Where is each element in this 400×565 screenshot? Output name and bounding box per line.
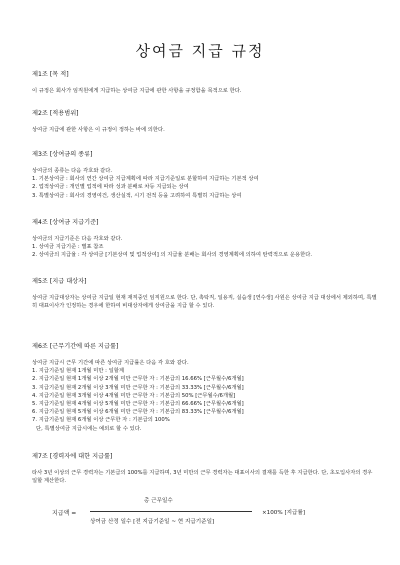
article-1: [32, 70, 378, 95]
formula-label: 지급액 =: [52, 510, 77, 517]
article-list-item: 3. 지급기준일 현재 2개월 이상 3개월 미만 근무한 자 : 기본급의 33.33% [근무월수/6개월]: [32, 384, 244, 391]
article-list-item: 7. 지급기준일 현재 6개월 이상 근무한 자 : 기본급의 100%: [32, 417, 170, 424]
article-list-item: 5. 지급기준일 현재 4개월 이상 5개월 미만 근무한 자 : 기본급의 66.66% [근무월수/6개월]: [32, 401, 244, 408]
article-3: [32, 150, 378, 200]
formula-denominator: 상여금 산정 일수 [전 지급기준일 ~ 현 지급기준일]: [90, 519, 215, 525]
article-note: 단, 특별상여금 지급시에는 예외로 할 수 있다.: [36, 425, 142, 432]
formula-multiplier: ×100% [지급률]: [262, 510, 306, 516]
article-heading: 제1조 [목 적]: [32, 71, 69, 78]
article-list-item: 6. 지급기준일 현재 5개월 이상 6개월 미만 근무한 자 : 기본급의 83.33% [근무월수/6개월]: [32, 409, 244, 416]
article-6: [32, 342, 378, 433]
article-5: [32, 277, 378, 310]
article-list-item: 1. 기본상여금 : 회사의 연간 상여금 지급계획에 따라 지급기준일로 분할하여 지급하는 기본적 상여: [32, 176, 259, 183]
article-text: 상여금 지급대상자는 상여금 지급일 현재 재직중인 임직원으로 한다. 단, 촉탁직, 일용직, 실습생 [연수생] 사원은 상여금 지급 대상에서 제외하며, 특별히 대표이사가 인정하는 경우에 한하여 비대상자에게 상여금을 지급 할 수 있다.: [32, 295, 377, 310]
article-4: [32, 218, 378, 260]
article-2: [32, 109, 378, 134]
article-heading: 제4조 [상여금 지급기준]: [32, 219, 99, 226]
article-list-item: 3. 특별상여금 : 회사의 경영여건, 생산실적, 시기 전적 등을 고려하여 특별히 지급하는 상여: [32, 192, 242, 199]
formula-numerator: 총 근무일수: [144, 498, 173, 504]
article-list-item: 1. 상여금 지급기준 : 별표 참조: [32, 244, 104, 251]
article-heading: 제3조 [상여금의 종류]: [32, 151, 93, 158]
article-heading: 제6조 [근무기간에 따른 지급률]: [32, 343, 119, 350]
article-heading: 제7조 [경력자에 대한 지급률]: [32, 453, 113, 460]
article-heading: 제2조 [적용범위]: [32, 110, 79, 117]
article-7: [32, 452, 378, 485]
article-list-item: 2. 상여금의 지급율 : 각 상여금 [기본상여 및 업적상여] 의 지급율 분배는 회사의 경영계획에 의하여 탄력적으로 운용한다.: [32, 252, 313, 259]
document-title: 상여금 지급 규정: [135, 42, 265, 60]
payment-formula: [52, 496, 332, 532]
article-text: 이 규정은 회사가 임직원에게 지급하는 상여금 지급에 관한 사항을 규정함을 목적으로 한다.: [32, 88, 242, 94]
article-text: 타사 3년 이상의 근무 경력자는 기본급의 100%를 지급하며, 3년 미만의 근무 경력자는 대표이사의 결재를 득한 후 지급한다. 단, 초도입사자의 경우 일할 계산한다.: [32, 470, 373, 485]
fraction-bar: [90, 511, 252, 512]
article-text: 상여금의 지급기준은 다음 각호와 같다.: [32, 236, 123, 242]
article-text: 상여금 지급에 관한 사항은 이 규정이 정하는 바에 의한다.: [32, 127, 165, 133]
article-text: 상여금 지급시 근무 기간에 따른 상여금 지급률은 다음 각 호와 같다.: [32, 360, 189, 366]
article-list-item: 2. 업적상여금 : 개인별 업적에 따라 성과 분배로 차등 지급되는 상여: [32, 184, 189, 191]
article-list-item: 2. 지급기준일 현재 1개월 이상 2개월 미만 근무한 자 : 기본급의 16.66% [근무월수/6개월]: [32, 376, 244, 383]
article-list-item: 4. 지급기준일 현재 3개월 이상 4개월 미만 근무한 자 : 기본급의 50% [근무월수/6개월]: [32, 392, 236, 399]
article-list-item: 1. 지급기준일 현재 1개월 미만 : 일할계: [32, 368, 124, 375]
article-heading: 제5조 [지급 대상자]: [32, 278, 87, 285]
article-text: 상여금의 종류는 다음 각호와 같다.: [32, 168, 113, 174]
